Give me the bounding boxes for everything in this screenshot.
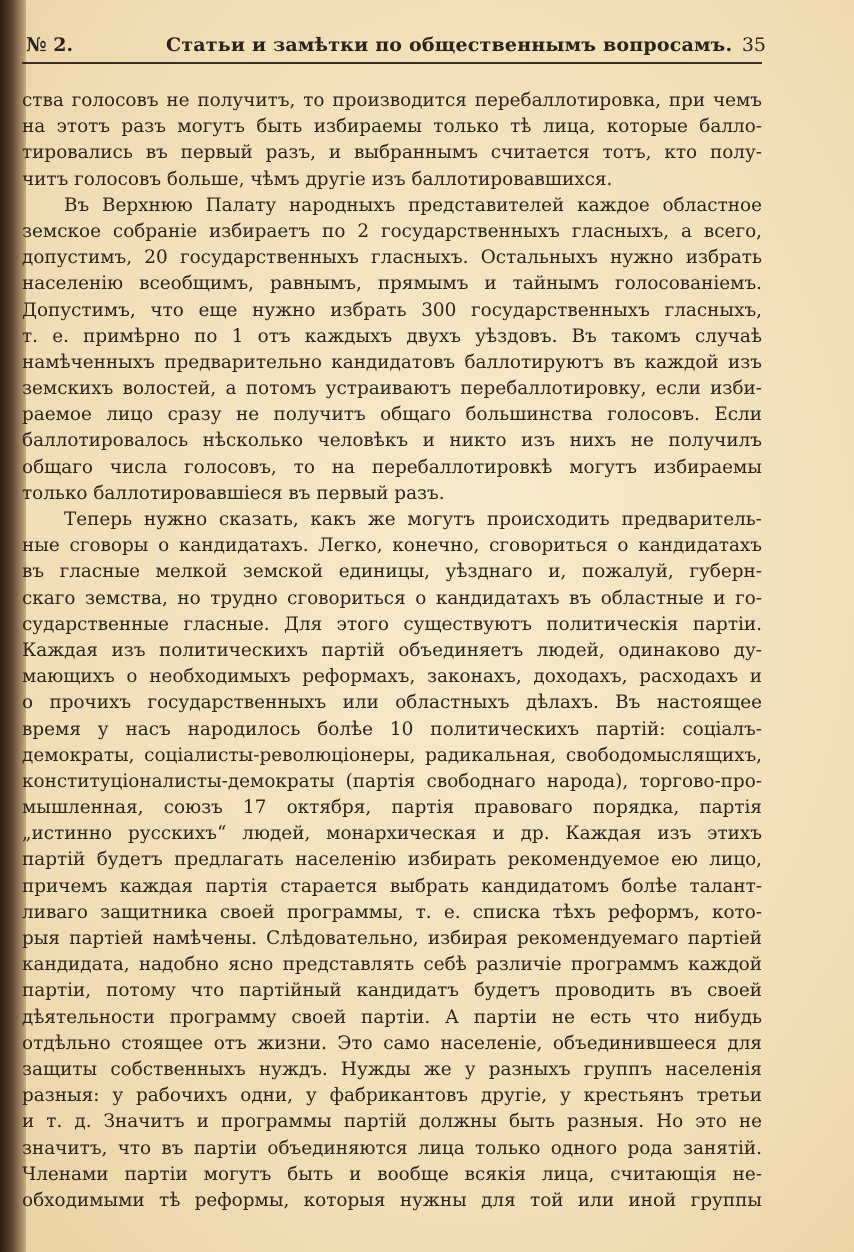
text-line: защиты собственныхъ нуждъ. Нужды же у разныхъ группъ населенія: [22, 1058, 762, 1080]
text-line: конституціоналисты-демократы (партія свободнаго народа), торгово-про-: [22, 770, 762, 792]
text-line: въ гласные мелкой земской единицы, уѣзднаго и, пожалуй, губерн-: [22, 561, 762, 583]
text-line: земскихъ волостей, а потомъ устраиваютъ перебаллотировку, если изби-: [22, 378, 762, 400]
text-line: допустимъ, 20 государственныхъ гласныхъ. Остальныхъ нужно избрать: [22, 247, 762, 269]
text-line: причемъ каждая партія старается выбрать кандидатомъ болѣе талант-: [22, 875, 762, 897]
text-line: мышленная, союзъ 17 октября, партія правоваго порядка, партія: [22, 797, 762, 819]
text-line: „истинно русскихъ“ людей, монархическая и др. Каждая изъ этихъ: [22, 823, 762, 845]
text-line: разныя: у рабочихъ одни, у фабрикантовъ другіе, у крестьянъ третьи: [22, 1085, 762, 1107]
text-line: демократы, соціалисты-революціонеры, радикальная, свободомыслящихъ,: [22, 744, 762, 766]
text-line: баллотировалось нѣсколько человѣкъ и никто изъ нихъ не получилъ: [22, 430, 762, 452]
text-line: скаго земства, но трудно сговориться о кандидатахъ въ областные и го-: [22, 587, 762, 609]
text-line: Членами партіи могутъ быть и вообще всякія лица, считающія не-: [22, 1163, 762, 1185]
text-line: Допустимъ, что еще нужно избрать 300 государственныхъ гласныхъ,: [22, 299, 762, 321]
text-line: ные сговоры о кандидатахъ. Легко, конечно, сговориться о кандидатахъ: [22, 535, 762, 557]
text-line: тировались въ первый разъ, и выбраннымъ считается тотъ, кто полу-: [22, 142, 762, 164]
body-text: [22, 88, 762, 1214]
text-line: земское собраніе избираетъ по 2 государственныхъ гласныхъ, а всего,: [22, 220, 762, 242]
text-line: только баллотировавшіеся въ первый разъ.: [22, 482, 445, 504]
text-line: и т. д. Значитъ и программы партій должны быть разныя. Но это не: [22, 1111, 762, 1133]
text-line: населенію всеобщимъ, равнымъ, прямымъ и тайнымъ голосованіемъ.: [22, 273, 762, 295]
text-line: ливаго защитника своей программы, т. е. списка тѣхъ реформъ, кото-: [22, 901, 762, 923]
text-line: значитъ, что въ партіи объединяются лица только одного рода занятій.: [22, 1137, 762, 1159]
text-line: партіи, потому что партійный кандидатъ будетъ проводить въ своей: [22, 980, 762, 1002]
text-line: общаго числа голосовъ, то на перебаллотировкѣ могутъ избираемы: [22, 456, 762, 478]
text-line: ства голосовъ не получитъ, то производится перебаллотировка, при чемъ: [22, 90, 762, 111]
text-line: Каждая изъ политическихъ партій объединяетъ людей, одинаково ду-: [22, 639, 762, 661]
section-title: Статьи и замѣтки по общественнымъ вопросамъ.: [166, 34, 733, 56]
text-line: сударственные гласные. Для этого существуютъ политическія партіи.: [22, 613, 762, 635]
text-line: на этотъ разъ могутъ быть избираемы только тѣ лица, которые балло-: [22, 116, 762, 138]
running-header: [26, 32, 766, 62]
header-rule: [22, 62, 762, 64]
text-line: мающихъ о необходимыхъ реформахъ, законахъ, доходахъ, расходахъ и: [22, 666, 762, 688]
text-line: отдѣльно стоящее отъ жизни. Это само населеніе, объединившееся для: [22, 1032, 762, 1054]
text-line: Въ Верхнюю Палату народныхъ представителей каждое областное: [64, 194, 762, 216]
text-line: дѣятельности программу своей партіи. А партіи не есть что нибудь: [22, 1006, 762, 1028]
page-number: 35: [741, 34, 766, 56]
text-line: партій будетъ предлагать населенію избирать рекомендуемое ею лицо,: [22, 849, 762, 871]
text-line: обходимыми тѣ реформы, которыя нужны для той или иной группы: [22, 1189, 762, 1211]
text-line: о прочихъ государственныхъ или областныхъ дѣлахъ. Въ настоящее: [22, 692, 762, 714]
text-line: намѣченныхъ предварительно кандидатовъ баллотируютъ въ каждой изъ: [22, 351, 762, 373]
text-line: время у насъ народилось болѣе 10 политическихъ партій: соціалъ-: [22, 718, 762, 740]
text-line: раемое лицо сразу не получитъ общаго большинства голосовъ. Если: [22, 404, 762, 426]
issue-number: № 2.: [26, 34, 74, 56]
text-line: рыя партіей намѣчены. Слѣдовательно, избирая рекомендуемаго партіей: [22, 928, 762, 949]
text-line: Теперь нужно сказать, какъ же могутъ происходить предваритель-: [64, 509, 762, 530]
text-line: читъ голосовъ больше, чѣмъ другіе изъ баллотировавшихся.: [22, 168, 613, 190]
text-line: т. е. примѣрно по 1 отъ каждыхъ двухъ уѣздовъ. Въ такомъ случаѣ: [22, 325, 762, 347]
text-line: кандидата, надобно ясно представлять себѣ различіе программъ каждой: [22, 954, 762, 976]
